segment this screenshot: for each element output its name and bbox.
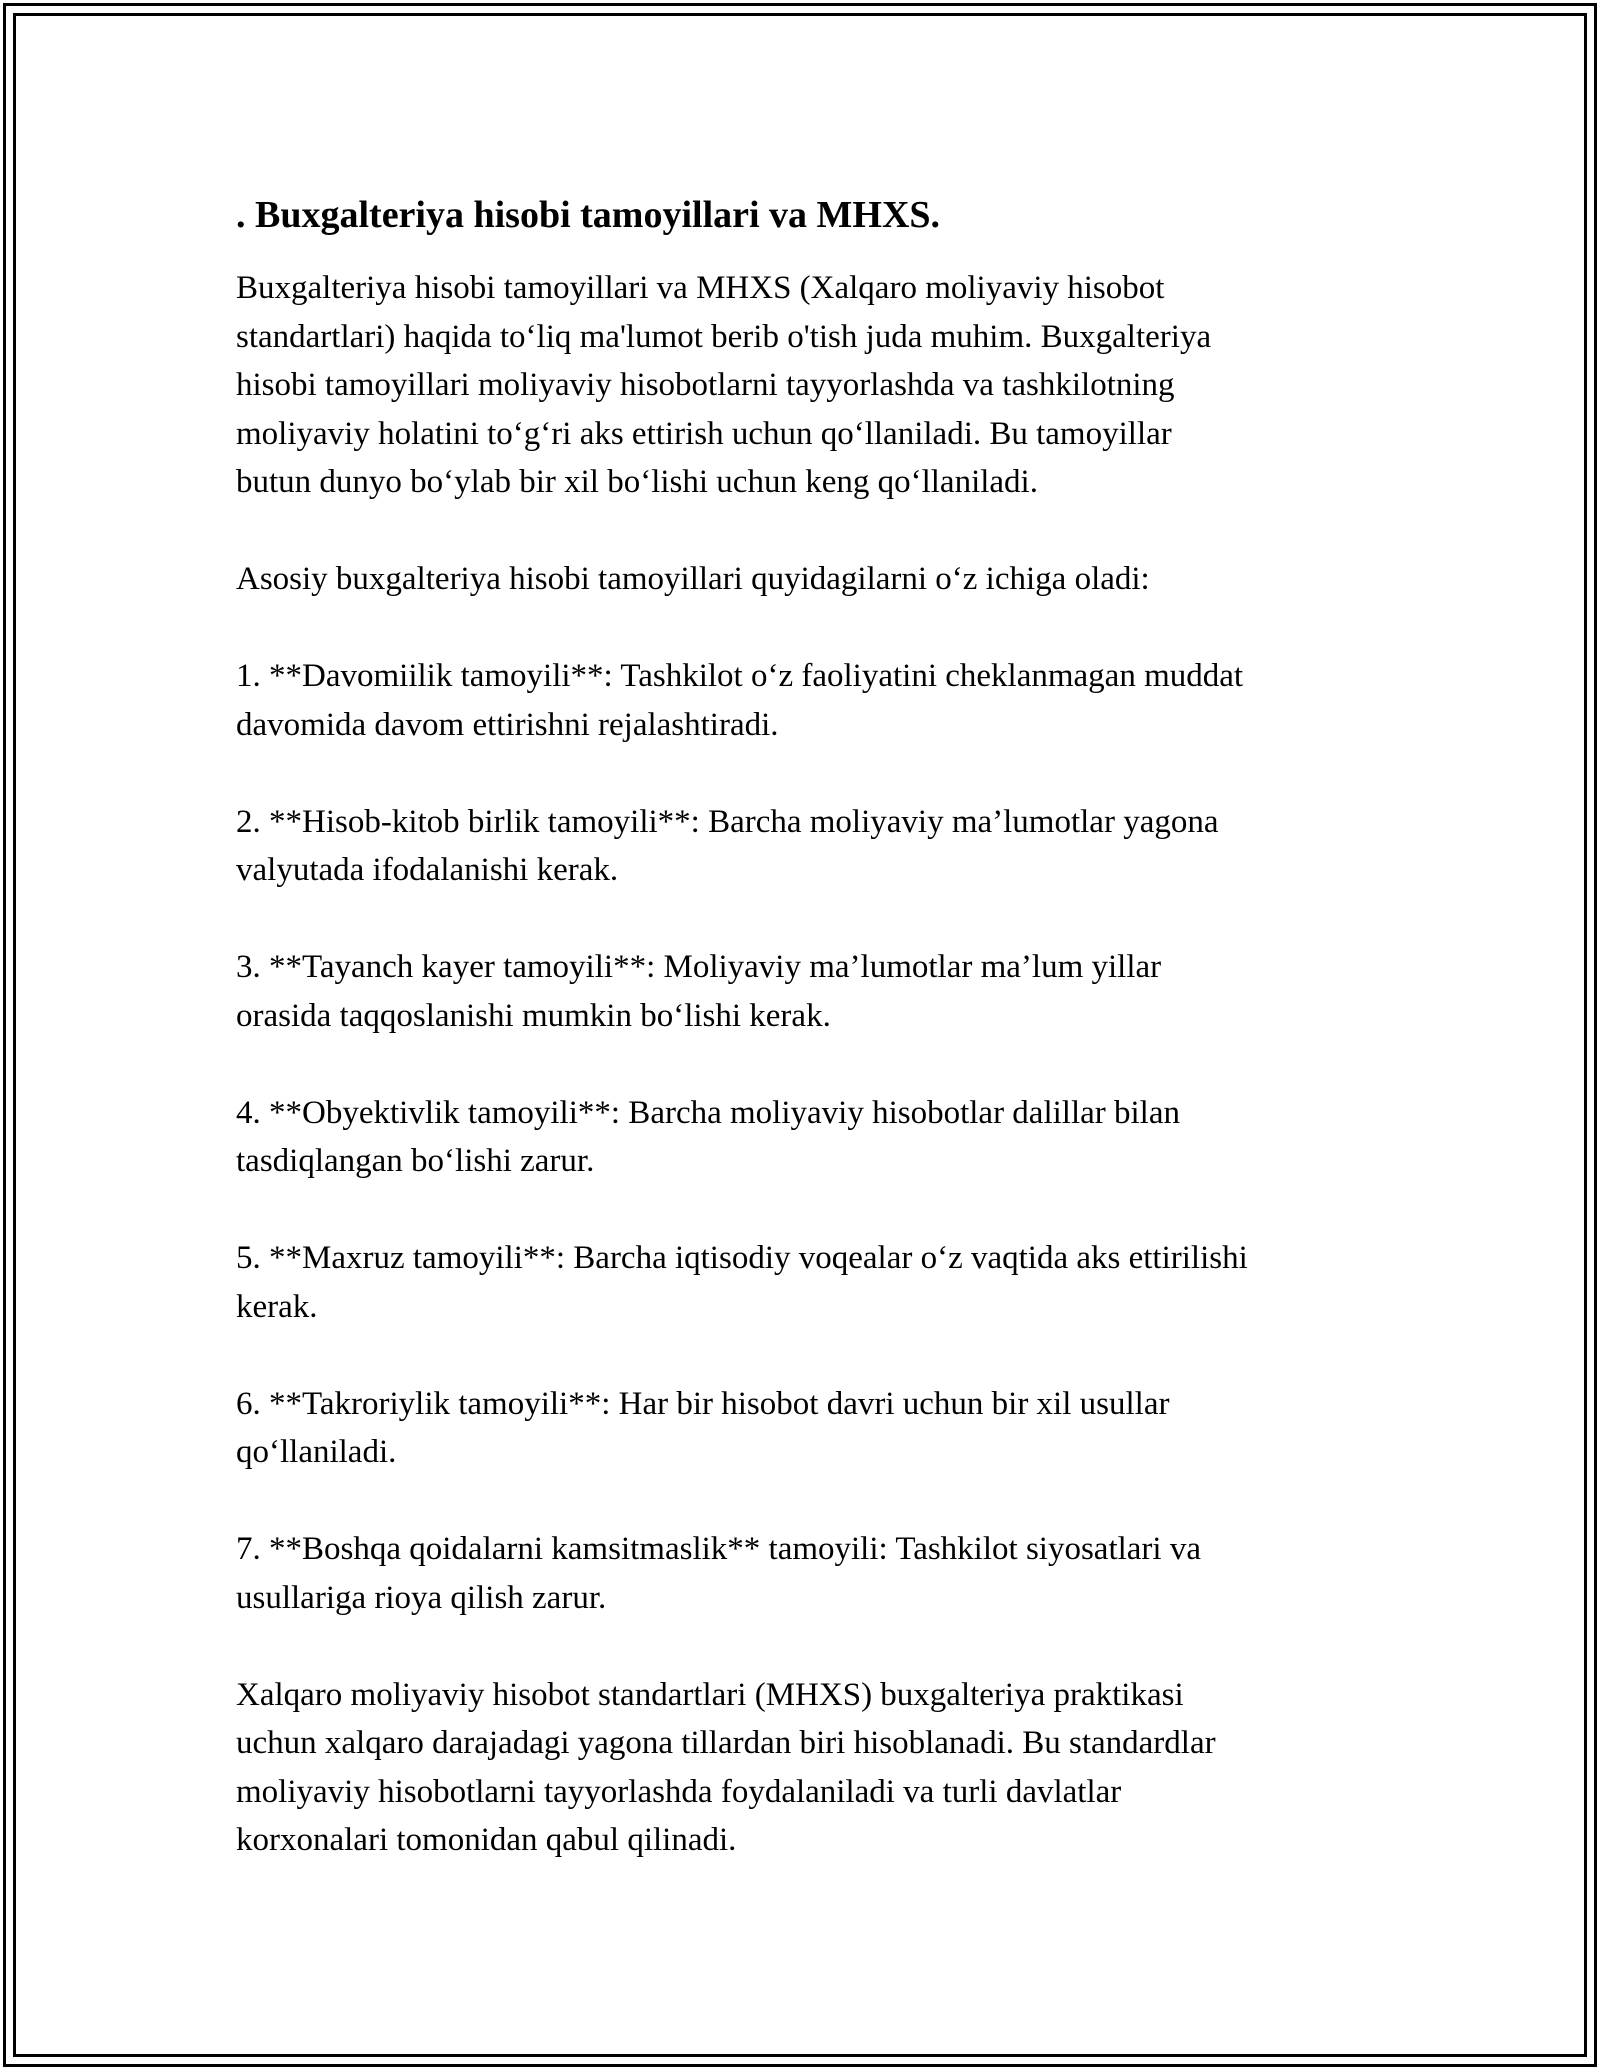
list-item: 2. **Hisob-kitob birlik tamoyili**: Barcha moliyaviy ma’lumotlar yagona valyutada ifodalanishi kerak. (236, 803, 1219, 888)
closing-paragraph: Xalqaro moliyaviy hisobot standartlari (MHXS) buxgalteriya praktikasi uchun xalqaro darajadagi yagona tillardan biri hisoblanadi. Bu standardlar moliyaviy hisobotlarni tayyorlashda foydalaniladi va turli davlatlar korxonalari tomonidan qabul qilinadi. (236, 1676, 1216, 1858)
list-item: 5. **Maxruz tamoyili**: Barcha iqtisodiy voqealar o‘z vaqtida aks ettirilishi kerak. (236, 1240, 1248, 1325)
document-heading: . Buxgalteriya hisobi tamoyillari va MHXS. (236, 194, 941, 236)
list-item: 7. **Boshqa qoidalarni kamsitmaslik** tamoyili: Tashkilot siyosatlari va usullariga rioya qilish zarur. (236, 1531, 1201, 1616)
list-item: 1. **Davomiilik tamoyili**: Tashkilot o‘z faoliyatini cheklanmagan muddat davomida davom ettirishni rejalashtiradi. (236, 658, 1244, 743)
document-body (236, 186, 1366, 1865)
lead-paragraph: Asosiy buxgalteriya hisobi tamoyillari quyidagilarni o‘z ichiga oladi: (236, 561, 1150, 597)
list-item: 4. **Obyektivlik tamoyili**: Barcha moliyaviy hisobotlar dalillar bilan tasdiqlangan bo‘lishi zarur. (236, 1094, 1180, 1179)
intro-paragraph: Buxgalteriya hisobi tamoyillari va MHXS (Xalqaro moliyaviy hisobot standartlari) haqida to‘liq ma'lumot berib o'tish juda muhim. Buxgalteriya hisobi tamoyillari moliyaviy hisobotlarni tayyorlashda va tashkilotning moliyaviy holatini to‘g‘ri aks ettirish uchun qo‘llaniladi. Bu tamoyillar butun dunyo bo‘ylab bir xil bo‘lishi uchun keng qo‘llaniladi. (236, 270, 1212, 500)
list-item: 3. **Tayanch kayer tamoyili**: Moliyaviy ma’lumotlar ma’lum yillar orasida taqqoslanishi mumkin bo‘lishi kerak. (236, 949, 1162, 1034)
list-item: 6. **Takroriylik tamoyili**: Har bir hisobot davri uchun bir xil usullar qo‘llaniladi. (236, 1385, 1170, 1470)
